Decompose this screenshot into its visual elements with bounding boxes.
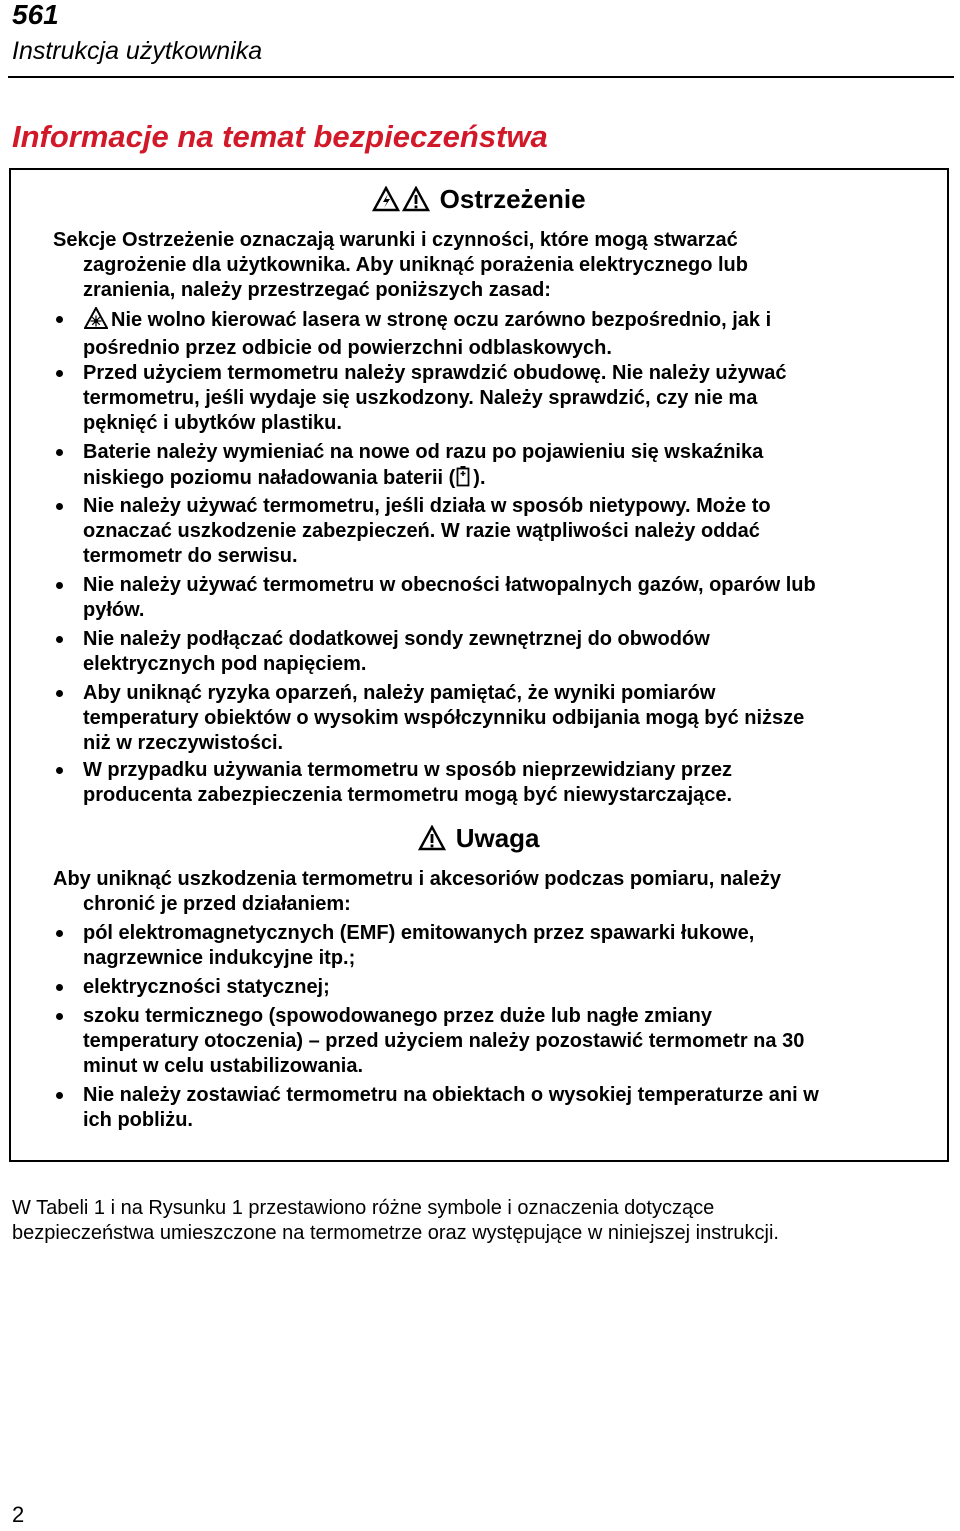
list-item: Nie należy zostawiać termometru na obiektach o wysokiej temperaturze ani w ich pobliżu. (53, 1083, 960, 1133)
section-title: Informacje na temat bezpieczeństwa (12, 119, 548, 154)
warning-intro: Sekcje Ostrzeżenie oznaczają warunki i czynności, które mogą stwarzać zagrożenie dla użytkownika. Aby uniknąć porażenia elektrycznego lub zranienia, należy przestrzegać poniższych zasad: (53, 229, 748, 301)
list-item: W przypadku używania termometru w sposób nieprzewidziany przez producenta zabezpieczenia termometru mogą być niewystarczające. (53, 758, 960, 808)
list-item: Nie należy podłączać dodatkowej sondy zewnętrznej do obwodów elektrycznych pod napięciem. (53, 627, 960, 677)
document-title: Instrukcja użytkownika (12, 37, 263, 65)
warning-heading (11, 184, 947, 218)
bullet-icon (56, 930, 63, 937)
list-item: Nie wolno kierować lasera w stronę oczu zarówno bezpośrednio, jak i pośrednio przez odbicie od powierzchni odblaskowych. (53, 307, 960, 361)
warning-heading-label: Ostrzeżenie (439, 184, 586, 214)
model-number: 561 (12, 0, 59, 30)
list-item: elektryczności statycznej; (53, 975, 960, 1000)
electric-shock-triangle-icon (372, 186, 400, 218)
bullet-icon (56, 316, 63, 323)
caution-heading-label: Uwaga (455, 823, 540, 853)
warning-box (9, 168, 949, 1162)
bullet-icon (56, 984, 63, 991)
list-item: Przed użyciem termometru należy sprawdzić obudowę. Nie należy używać termometru, jeśli wydaje się uszkodzony. Należy sprawdzić, czy nie ma pęknięć i ubytków plastiku. (53, 361, 960, 436)
list-item: Baterie należy wymieniać na nowe od razu po pojawieniu się wskaźnika niskiego poziomu naładowania baterii ( ). (53, 440, 960, 494)
bullet-icon (56, 767, 63, 774)
list-item: Nie należy używać termometru w obecności łatwopalnych gazów, oparów lub pyłów. (53, 573, 960, 623)
warning-triangle-icon (418, 825, 446, 857)
list-item: Aby uniknąć ryzyka oparzeń, należy pamiętać, że wyniki pomiarów temperatury obiektów o wysokim współczynniku odbijania mogą być niższe niż w rzeczywistości. (53, 681, 960, 756)
footer-paragraph: W Tabeli 1 i na Rysunku 1 przestawiono różne symbole i oznaczenia dotyczące bezpieczeństwa umieszczone na termometrze oraz występujące w niniejszej instrukcji. (12, 1197, 779, 1244)
bullet-icon (56, 1013, 63, 1020)
bullet-icon (56, 582, 63, 589)
list-item: Nie należy używać termometru, jeśli działa w sposób nietypowy. Może to oznaczać uszkodzenie zabezpieczeń. W razie wątpliwości należy oddać termometr do serwisu. (53, 494, 960, 569)
bullet-icon (56, 503, 63, 510)
list-item: pól elektromagnetycznych (EMF) emitowanych przez spawarki łukowe, nagrzewnice indukcyjne itp.; (53, 921, 960, 971)
warning-triangle-icon (402, 186, 430, 218)
bullet-icon (56, 690, 63, 697)
list-item: szoku termicznego (spowodowanego przez duże lub nagłe zmiany temperatury otoczenia) – przed użyciem należy pozostawić termometr na 30 minut w celu ustabilizowania. (53, 1004, 960, 1079)
bullet-icon (56, 1092, 63, 1099)
battery-icon (456, 465, 470, 494)
caution-heading (11, 823, 947, 857)
bullet-icon (56, 636, 63, 643)
page-number: 2 (12, 1502, 25, 1527)
header-rule (8, 76, 954, 78)
caution-intro: Aby uniknąć uszkodzenia termometru i akcesoriów podczas pomiaru, należy chronić je przed działaniem: (53, 868, 781, 915)
bullet-icon (56, 370, 63, 377)
laser-hazard-icon (84, 307, 108, 336)
bullet-icon (56, 449, 63, 456)
